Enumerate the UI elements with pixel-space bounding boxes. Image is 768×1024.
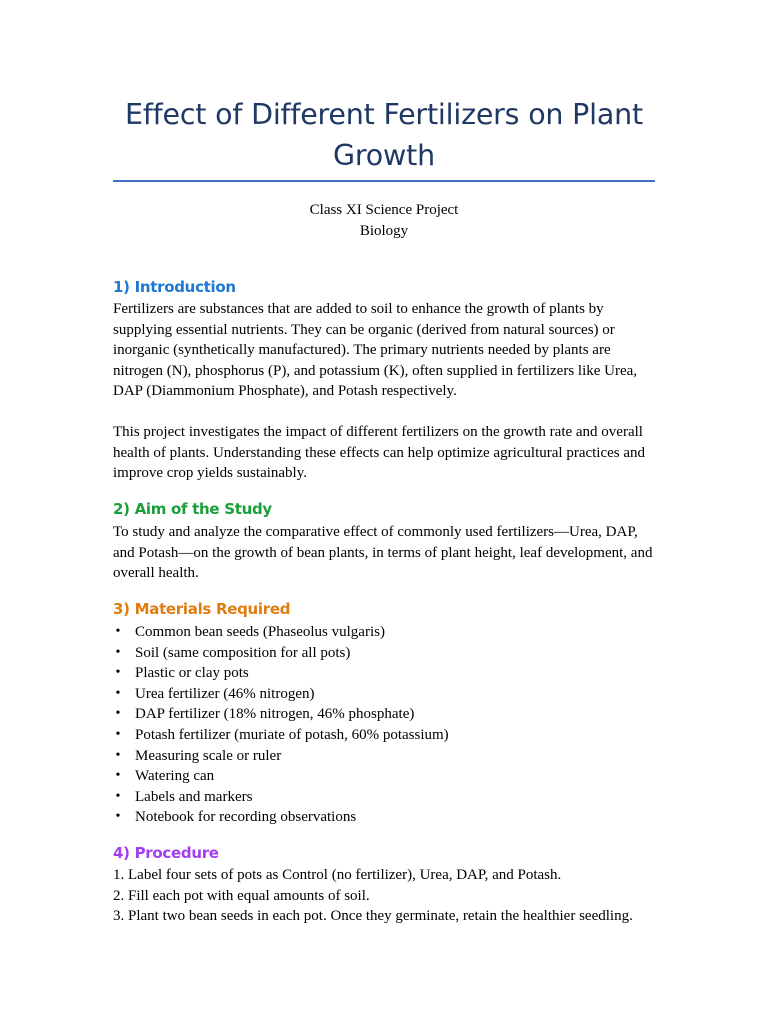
procedure-step: 3. Plant two bean seeds in each pot. Once they germinate, retain the healthier seedling. [113, 908, 633, 925]
document-title: Effect of Different Fertilizers on Plant Growth [125, 98, 643, 172]
procedure-step: 1. Label four sets of pots as Control (no fertilizer), Urea, DAP, and Potash. [113, 867, 562, 883]
materials-item-text: DAP fertilizer (18% nitrogen, 46% phosphate) [135, 706, 415, 723]
bullet-icon: • [115, 685, 121, 701]
materials-list-item [113, 643, 449, 664]
materials-item-text: Plastic or clay pots [135, 665, 249, 682]
bullet-icon: • [115, 747, 121, 763]
materials-list-item [113, 746, 449, 767]
materials-list [113, 622, 449, 828]
procedure-step: 2. Fill each pot with equal amounts of soil. [113, 887, 370, 904]
bullet-icon: • [115, 788, 121, 804]
title-underline [113, 180, 655, 182]
materials-list-item [113, 684, 449, 705]
heading-aim: 2) Aim of the Study [113, 500, 272, 518]
materials-list-item [113, 807, 449, 828]
materials-list-item [113, 622, 449, 643]
materials-item-text: Measuring scale or ruler [135, 747, 282, 764]
procedure-list [113, 865, 633, 927]
bullet-icon: • [115, 624, 121, 639]
materials-list-item [113, 766, 449, 787]
materials-list-item [113, 725, 449, 746]
bullet-icon: • [115, 706, 121, 722]
materials-list-item [113, 704, 449, 725]
aim-paragraph: To study and analyze the comparative effect of commonly used fertilizers—Urea, DAP, and Potash—on the growth of bean plants, in terms of plant height, leaf development, and overall health. [113, 524, 653, 581]
materials-item-text: Notebook for recording observations [135, 809, 357, 826]
materials-list-item [113, 787, 449, 808]
heading-introduction: 1) Introduction [113, 278, 236, 296]
bullet-icon: • [115, 644, 121, 660]
materials-item-text: Soil (same composition for all pots) [135, 644, 351, 661]
materials-item-text: Labels and markers [135, 788, 253, 805]
introduction-paragraph-2: This project investigates the impact of different fertilizers on the growth rate and overall health of plants. Understanding these effects can help optimize agricultural practices and improve crop yields sustainably. [113, 424, 646, 481]
materials-item-text: Watering can [135, 768, 215, 785]
materials-item-text: Urea fertilizer (46% nitrogen) [135, 685, 315, 702]
materials-list-item [113, 663, 449, 684]
materials-item-text: Potash fertilizer (muriate of potash, 60% potassium) [135, 726, 449, 743]
heading-procedure: 4) Procedure [113, 844, 219, 862]
bullet-icon: • [115, 768, 121, 784]
subtitle-subject: Biology [359, 223, 409, 239]
heading-materials: 3) Materials Required [113, 600, 291, 618]
bullet-icon: • [115, 809, 121, 825]
subtitle-class: Class XI Science Project [309, 202, 459, 218]
bullet-icon: • [115, 726, 121, 742]
bullet-icon: • [115, 665, 121, 681]
introduction-paragraph-1: Fertilizers are substances that are added to soil to enhance the growth of plants by supplying essential nutrients. They can be organic (derived from natural sources) or inorganic (synthetically manufactured). The primary nutrients needed by plants are nitrogen (N), phosphorus (P), and potassium (K), often supplied in fertilizers like Urea, DAP (Diammonium Phosphate), and Potash respectively. [113, 301, 638, 399]
materials-item-text: Common bean seeds (Phaseolus vulgaris) [135, 624, 385, 640]
